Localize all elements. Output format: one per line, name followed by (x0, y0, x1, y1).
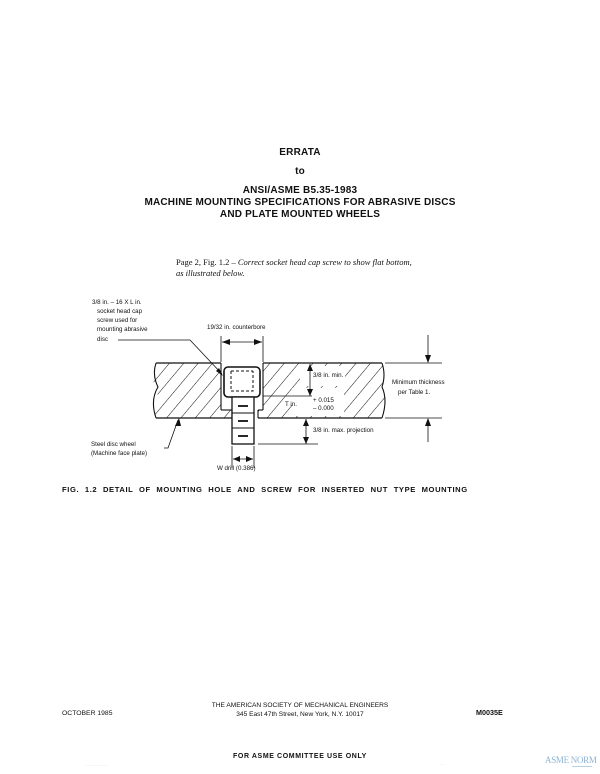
figure-caption: FIG. 1.2 DETAIL OF MOUNTING HOLE AND SCREW FOR INSERTED NUT TYPE MOUNTING (62, 485, 468, 494)
max-projection-label: 3/8 in. max. projection (313, 427, 374, 434)
logo-underline (572, 766, 592, 767)
counterbore-label: 19/32 in. counterbore (207, 324, 266, 331)
scan-artifact-mid: ··· (440, 762, 444, 767)
screw-spec-label-1: 3/8 in. – 16 X L in. (92, 299, 142, 306)
document-code: M0035E (476, 708, 503, 717)
screw-spec-label-4: mounting abrasive (97, 326, 148, 333)
tolerance-minus: – 0.000 (313, 405, 334, 412)
issue-date: OCTOBER 1985 (62, 710, 113, 717)
errata-to: to (295, 166, 305, 177)
errata-heading: ERRATA (279, 147, 321, 158)
drill-label: W drill (0.386) (217, 465, 256, 472)
standard-title-line2: AND PLATE MOUNTED WHEELS (219, 209, 381, 220)
wheel-label-1: Steel disc wheel (91, 441, 136, 448)
screw-spec-label-2: socket head cap (97, 308, 143, 315)
asme-norm-logo: ASME NORM (545, 755, 597, 765)
standard-title-line1: MACHINE MOUNTING SPECIFICATIONS FOR ABRASIVE DISCS (144, 197, 456, 208)
committee-notice: FOR ASME COMMITTEE USE ONLY (233, 753, 367, 760)
note-prefix: Page 2, Fig. 1.2 – (176, 257, 238, 267)
wheel-label-2: (Machine face plate) (91, 450, 148, 457)
standard-number: ANSI/ASME B5.35-1983 (242, 185, 358, 196)
min-depth-label: 3/8 in. min. (313, 372, 344, 379)
publisher-name: THE AMERICAN SOCIETY OF MECHANICAL ENGINEERS (211, 702, 389, 709)
scan-artifact-left: ················· (86, 763, 109, 768)
thickness-t-label: T in. (285, 401, 297, 408)
min-thickness-label-2: per Table 1. (398, 389, 431, 396)
publisher-address: 345 East 47th Street, New York, N.Y. 10017 (236, 711, 364, 718)
min-thickness-label-1: Minimum thickness (392, 379, 445, 386)
tolerance-plus: + 0.015 (313, 397, 334, 404)
screw-spec-label-3: screw used for (97, 317, 138, 324)
screw-spec-label-5: disc (97, 336, 109, 343)
note-text: Correct socket head cap screw to show flat bottom, as illustrated below. (176, 257, 412, 278)
